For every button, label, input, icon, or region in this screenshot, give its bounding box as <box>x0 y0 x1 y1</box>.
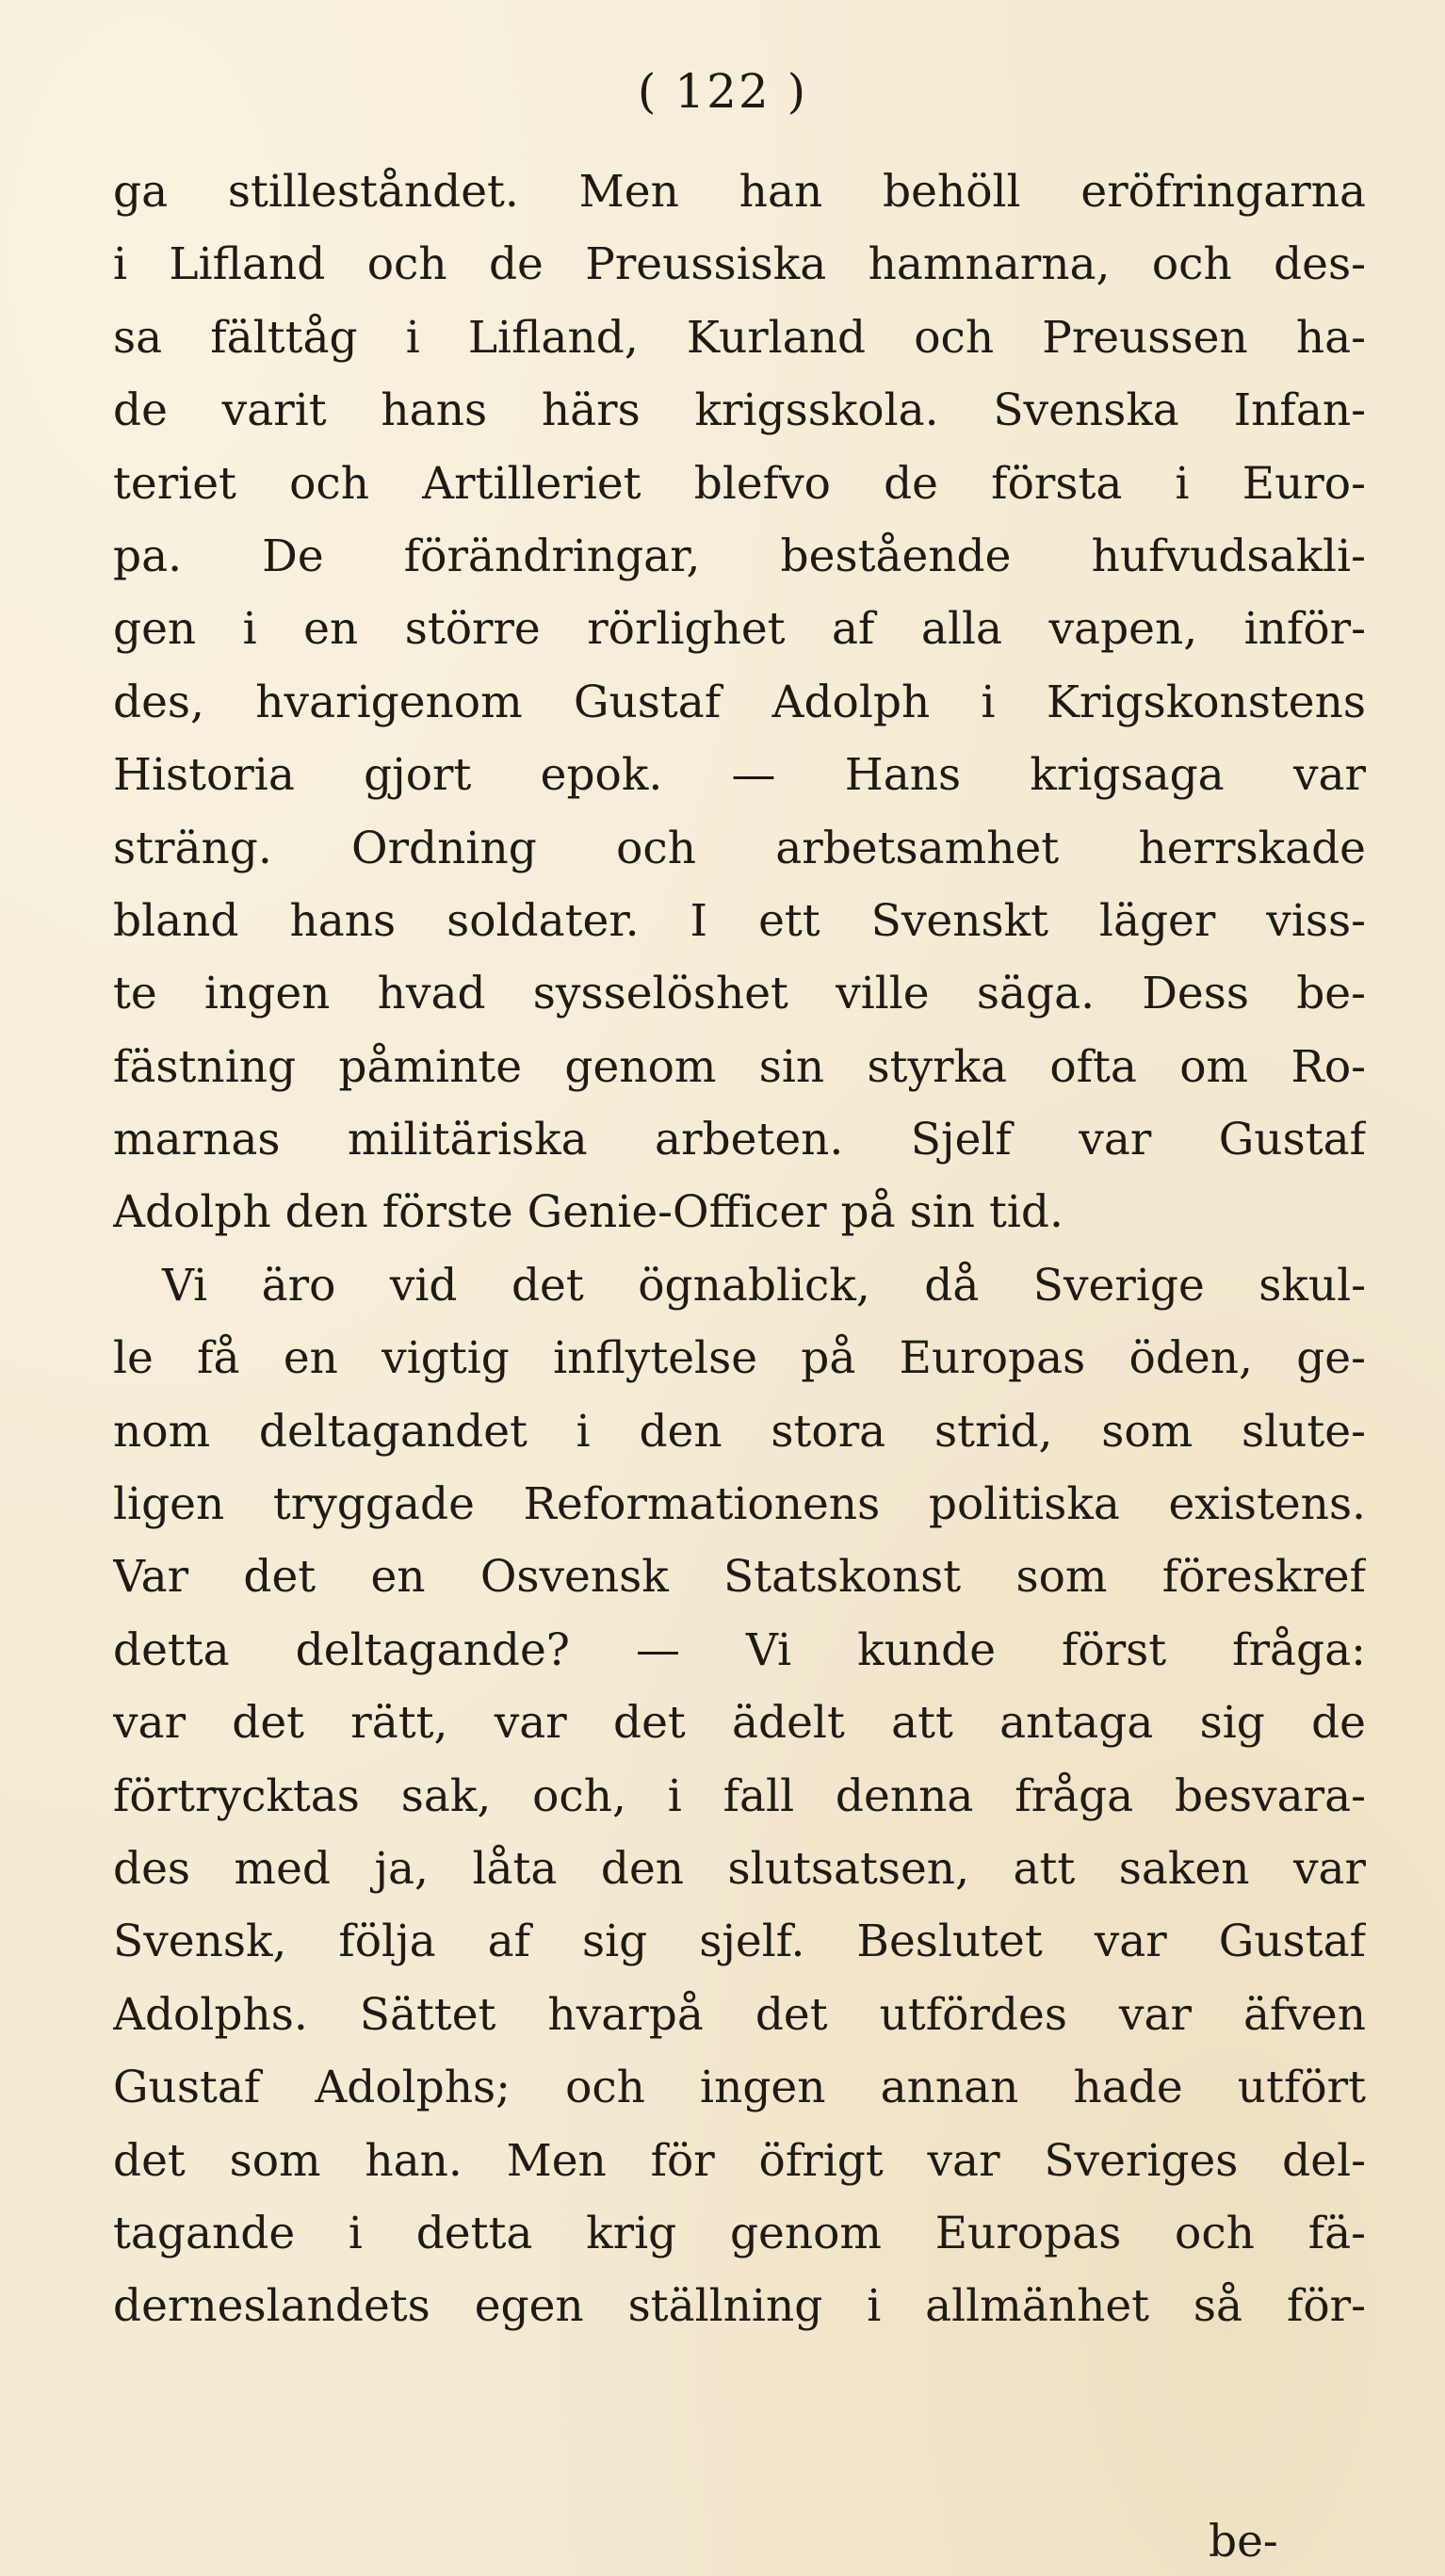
page-number: ( 122 ) <box>637 64 808 119</box>
text-line: Adolph den förste Genie-Officer på sin tid. <box>113 1186 1063 1239</box>
text-line: detta deltagande? — Vi kunde först fråga: <box>113 1623 1366 1676</box>
text-line: le få en vigtig inflytelse på Europas öden, ge- <box>113 1332 1366 1385</box>
text-line: sa fälttåg i Lifland, Kurland och Preussen ha- <box>113 311 1366 364</box>
text-line: Svensk, följa af sig sjelf. Beslutet var Gustaf <box>113 1916 1366 1968</box>
text-line: des med ja, låta den slutsatsen, att saken var <box>113 1842 1366 1895</box>
text-line: Adolphs. Sättet hvarpå det utfördes var äfven <box>113 1988 1366 2041</box>
text-line: fästning påminte genom sin styrka ofta om Ro- <box>113 1040 1366 1093</box>
text-line: te ingen hvad sysselöshet ville säga. Dess be- <box>113 968 1366 1020</box>
text-line: ligen tryggade Reformationens politiska existens. <box>113 1478 1366 1531</box>
body-text <box>113 155 1366 2343</box>
text-line: Var det en Osvensk Statskonst som föreskref <box>113 1551 1366 1604</box>
text-line: teriet och Artilleriet blefvo de första i Euro- <box>113 457 1366 510</box>
text-line: marnas militäriska arbeten. Sjelf var Gustaf <box>113 1114 1366 1166</box>
text-line: förtrycktas sak, och, i fall denna fråga besvara- <box>113 1769 1366 1822</box>
text-line: Gustaf Adolphs; och ingen annan hade utfört <box>113 2062 1366 2114</box>
text-line: det som han. Men för öfrigt var Sveriges del- <box>113 2134 1366 2187</box>
text-line: de varit hans härs krigsskola. Svenska Infan- <box>113 384 1366 437</box>
text-line: Historia gjort epok. — Hans krigsaga var <box>113 749 1366 802</box>
text-line: gen i en större rörlighet af alla vapen, inför- <box>113 603 1366 656</box>
text-line: i Lifland och de Preussiska hamnarna, och des- <box>113 238 1366 291</box>
text-line: pa. De förändringar, bestående hufvudsakli- <box>113 530 1366 582</box>
text-line: derneslandets egen ställning i allmänhet så för- <box>113 2280 1366 2333</box>
text-line: des, hvarigenom Gustaf Adolph i Krigskonstens <box>113 676 1366 728</box>
text-line: bland hans soldater. I ett Svenskt läger viss- <box>113 894 1366 947</box>
text-line: sträng. Ordning och arbetsamhet herrskade <box>113 822 1366 874</box>
text-line: nom deltagandet i den stora strid, som slute- <box>113 1405 1366 1458</box>
text-line: Vi äro vid det ögnablick, då Sverige skul- <box>162 1259 1366 1312</box>
text-line: ga stilleståndet. Men han behöll eröfringarna <box>113 166 1366 218</box>
text-line: tagande i detta krig genom Europas och fä- <box>113 2207 1366 2259</box>
catchword: be- <box>1209 2516 1278 2568</box>
text-line: var det rätt, var det ädelt att antaga sig de <box>113 1697 1366 1750</box>
